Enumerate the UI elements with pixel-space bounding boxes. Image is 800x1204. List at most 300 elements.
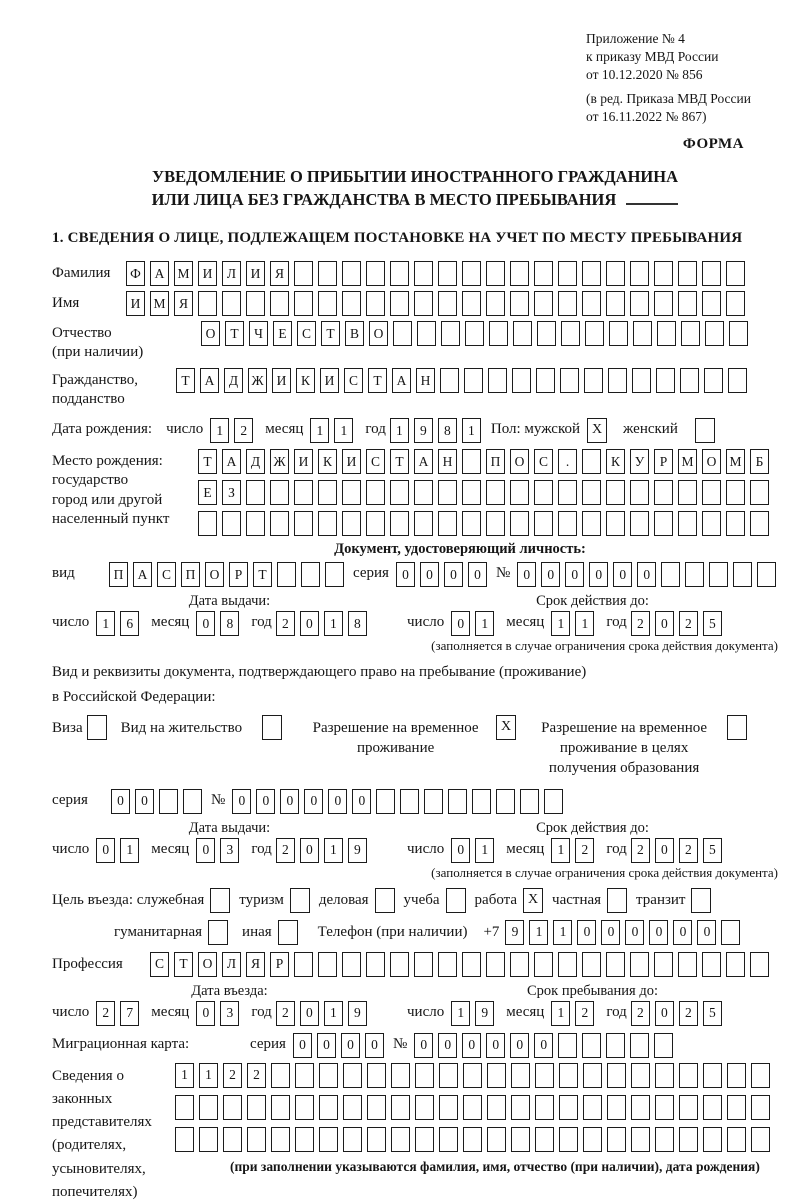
form-cell[interactable] [318,511,337,536]
form-cell[interactable] [511,1127,530,1152]
form-cell[interactable] [294,291,313,316]
form-cell[interactable]: 0 [655,1001,674,1026]
form-cell[interactable] [534,261,553,286]
form-cell[interactable] [366,952,385,977]
form-cell[interactable]: Ф [126,261,145,286]
form-cell[interactable] [319,1063,338,1088]
form-cell[interactable]: Т [368,368,387,393]
form-cell[interactable] [175,1127,194,1152]
form-cell[interactable] [342,952,361,977]
form-cell[interactable]: Р [270,952,289,977]
form-cell[interactable] [159,789,178,814]
form-cell[interactable]: С [366,449,385,474]
form-cell[interactable] [582,511,601,536]
form-cell[interactable] [441,321,460,346]
form-cell[interactable] [342,480,361,505]
form-cell[interactable] [537,321,556,346]
form-cell[interactable] [703,1063,722,1088]
form-cell[interactable] [438,291,457,316]
form-cell[interactable]: И [198,261,217,286]
form-cell[interactable] [295,1095,314,1120]
form-cell[interactable]: О [369,321,388,346]
form-cell[interactable]: О [510,449,529,474]
form-cell[interactable]: 0 [649,920,668,945]
form-cell[interactable] [583,1095,602,1120]
form-cell[interactable] [751,1063,770,1088]
form-cell[interactable]: 0 [256,789,275,814]
form-cell[interactable] [415,1063,434,1088]
form-cell[interactable]: Я [246,952,265,977]
form-cell[interactable]: 2 [96,1001,115,1026]
form-cell[interactable] [487,1063,506,1088]
form-cell[interactable] [222,291,241,316]
form-cell[interactable]: 0 [541,562,560,587]
form-cell[interactable]: 0 [196,1001,215,1026]
form-cell[interactable]: Т [253,562,272,587]
form-cell[interactable]: А [414,449,433,474]
form-cell[interactable] [270,291,289,316]
form-cell[interactable] [582,291,601,316]
form-cell[interactable]: 1 [324,611,343,636]
form-cell[interactable]: 8 [438,418,457,443]
form-cell[interactable] [681,321,700,346]
form-cell[interactable]: 9 [505,920,524,945]
form-cell[interactable] [510,511,529,536]
form-cell[interactable]: И [342,449,361,474]
form-cell[interactable] [655,1063,674,1088]
form-cell[interactable] [319,1127,338,1152]
form-cell[interactable] [414,511,433,536]
form-cell[interactable] [294,261,313,286]
form-cell[interactable]: Я [270,261,289,286]
form-cell[interactable] [439,1095,458,1120]
form-cell[interactable]: 0 [517,562,536,587]
form-cell[interactable]: 5 [703,838,722,863]
form-cell[interactable]: О [702,449,721,474]
form-cell[interactable]: Я [174,291,193,316]
form-cell[interactable] [726,261,745,286]
form-cell[interactable]: Т [225,321,244,346]
form-cell[interactable] [750,511,769,536]
form-cell[interactable] [632,368,651,393]
form-cell[interactable] [342,291,361,316]
temp-residence-checkbox[interactable]: X [496,715,516,740]
form-cell[interactable] [733,562,752,587]
form-cell[interactable] [376,789,395,814]
form-cell[interactable]: М [726,449,745,474]
form-cell[interactable]: 1 [462,418,481,443]
purpose-business-checkbox[interactable] [210,888,230,913]
form-cell[interactable]: 1 [551,611,570,636]
form-cell[interactable] [510,261,529,286]
form-cell[interactable] [439,1127,458,1152]
form-cell[interactable]: М [150,291,169,316]
form-cell[interactable] [486,291,505,316]
form-cell[interactable] [393,321,412,346]
form-cell[interactable] [702,511,721,536]
form-cell[interactable] [631,1127,650,1152]
form-cell[interactable]: 0 [444,562,463,587]
form-cell[interactable] [750,480,769,505]
form-cell[interactable]: 0 [625,920,644,945]
form-cell[interactable] [343,1095,362,1120]
form-cell[interactable]: 1 [551,838,570,863]
form-cell[interactable] [414,480,433,505]
form-cell[interactable] [726,480,745,505]
form-cell[interactable] [414,952,433,977]
form-cell[interactable] [631,1095,650,1120]
form-cell[interactable]: 0 [486,1033,505,1058]
form-cell[interactable] [630,261,649,286]
gender-male-checkbox[interactable]: X [587,418,607,443]
form-cell[interactable]: Л [222,261,241,286]
form-cell[interactable]: К [296,368,315,393]
form-cell[interactable] [295,1063,314,1088]
form-cell[interactable] [294,480,313,505]
form-cell[interactable] [558,952,577,977]
form-cell[interactable] [246,511,265,536]
form-cell[interactable] [366,480,385,505]
form-cell[interactable] [175,1095,194,1120]
form-cell[interactable]: 1 [175,1063,194,1088]
form-cell[interactable]: 3 [220,838,239,863]
form-cell[interactable] [343,1127,362,1152]
form-cell[interactable]: 1 [324,1001,343,1026]
form-cell[interactable]: 0 [655,611,674,636]
form-cell[interactable] [343,1063,362,1088]
form-cell[interactable]: И [246,261,265,286]
form-cell[interactable] [222,511,241,536]
form-cell[interactable] [630,480,649,505]
form-cell[interactable] [657,321,676,346]
gender-female-checkbox[interactable] [695,418,715,443]
form-cell[interactable]: 0 [304,789,323,814]
form-cell[interactable]: С [534,449,553,474]
form-cell[interactable] [438,480,457,505]
form-cell[interactable] [513,321,532,346]
form-cell[interactable] [367,1095,386,1120]
form-cell[interactable] [584,368,603,393]
purpose-study-checkbox[interactable] [446,888,466,913]
form-cell[interactable]: Е [273,321,292,346]
form-cell[interactable] [414,291,433,316]
form-cell[interactable]: 1 [551,1001,570,1026]
form-cell[interactable] [223,1127,242,1152]
form-cell[interactable]: 2 [276,838,295,863]
form-cell[interactable] [678,291,697,316]
form-cell[interactable]: 8 [220,611,239,636]
form-cell[interactable]: 0 [565,562,584,587]
form-cell[interactable]: М [174,261,193,286]
form-cell[interactable] [247,1127,266,1152]
form-cell[interactable] [390,261,409,286]
form-cell[interactable]: Ж [248,368,267,393]
form-cell[interactable] [582,952,601,977]
form-cell[interactable] [727,1127,746,1152]
form-cell[interactable] [721,920,740,945]
form-cell[interactable]: О [201,321,220,346]
form-cell[interactable]: С [150,952,169,977]
form-cell[interactable]: С [344,368,363,393]
form-cell[interactable]: 1 [475,611,494,636]
form-cell[interactable] [582,480,601,505]
form-cell[interactable]: 0 [601,920,620,945]
form-cell[interactable] [512,368,531,393]
form-cell[interactable]: 7 [120,1001,139,1026]
form-cell[interactable] [606,511,625,536]
form-cell[interactable]: 3 [220,1001,239,1026]
form-cell[interactable]: 2 [631,838,650,863]
form-cell[interactable] [424,789,443,814]
form-cell[interactable]: 2 [631,611,650,636]
form-cell[interactable] [558,291,577,316]
form-cell[interactable] [606,480,625,505]
form-cell[interactable] [462,291,481,316]
form-cell[interactable]: 0 [510,1033,529,1058]
form-cell[interactable] [558,1033,577,1058]
form-cell[interactable]: А [133,562,152,587]
form-cell[interactable] [702,480,721,505]
form-cell[interactable]: 0 [655,838,674,863]
form-cell[interactable] [462,511,481,536]
form-cell[interactable]: 0 [577,920,596,945]
temp-residence-education-checkbox[interactable] [727,715,747,740]
form-cell[interactable] [415,1095,434,1120]
form-cell[interactable] [680,368,699,393]
form-cell[interactable]: М [678,449,697,474]
form-cell[interactable]: Т [321,321,340,346]
form-cell[interactable] [727,1095,746,1120]
form-cell[interactable] [486,480,505,505]
form-cell[interactable] [656,368,675,393]
form-cell[interactable]: 0 [280,789,299,814]
form-cell[interactable]: 0 [365,1033,384,1058]
form-cell[interactable]: 2 [247,1063,266,1088]
purpose-work-checkbox[interactable]: X [523,888,543,913]
form-cell[interactable] [391,1127,410,1152]
form-cell[interactable] [606,1033,625,1058]
form-cell[interactable] [183,789,202,814]
form-cell[interactable] [630,291,649,316]
form-cell[interactable] [271,1127,290,1152]
form-cell[interactable] [534,952,553,977]
form-cell[interactable]: 9 [414,418,433,443]
form-cell[interactable] [487,1127,506,1152]
form-cell[interactable] [520,789,539,814]
form-cell[interactable] [678,261,697,286]
form-cell[interactable]: Б [750,449,769,474]
form-cell[interactable] [400,789,419,814]
form-cell[interactable] [342,511,361,536]
form-cell[interactable] [582,1033,601,1058]
form-cell[interactable]: 0 [341,1033,360,1058]
form-cell[interactable]: 0 [637,562,656,587]
form-cell[interactable] [727,1063,746,1088]
form-cell[interactable] [390,952,409,977]
form-cell[interactable] [246,291,265,316]
form-cell[interactable]: Н [416,368,435,393]
form-cell[interactable]: И [126,291,145,316]
form-cell[interactable] [277,562,296,587]
form-cell[interactable] [463,1063,482,1088]
form-cell[interactable]: 0 [300,838,319,863]
form-cell[interactable]: 0 [317,1033,336,1058]
form-cell[interactable] [366,291,385,316]
form-cell[interactable]: 2 [631,1001,650,1026]
form-cell[interactable] [726,291,745,316]
form-cell[interactable] [757,562,776,587]
form-cell[interactable] [679,1063,698,1088]
form-cell[interactable] [558,261,577,286]
form-cell[interactable] [726,511,745,536]
form-cell[interactable] [607,1063,626,1088]
form-cell[interactable]: 2 [575,1001,594,1026]
form-cell[interactable]: 0 [414,1033,433,1058]
form-cell[interactable]: П [486,449,505,474]
residence-permit-checkbox[interactable] [262,715,282,740]
form-cell[interactable] [607,1127,626,1152]
form-cell[interactable] [705,321,724,346]
form-cell[interactable]: У [630,449,649,474]
form-cell[interactable]: Т [390,449,409,474]
form-cell[interactable] [465,321,484,346]
form-cell[interactable]: 1 [575,611,594,636]
form-cell[interactable]: 0 [196,611,215,636]
form-cell[interactable] [559,1127,578,1152]
form-cell[interactable]: 2 [223,1063,242,1088]
form-cell[interactable] [582,449,601,474]
form-cell[interactable]: Д [246,449,265,474]
form-cell[interactable]: Ч [249,321,268,346]
form-cell[interactable] [439,1063,458,1088]
form-cell[interactable] [534,480,553,505]
form-cell[interactable]: 2 [679,838,698,863]
form-cell[interactable] [544,789,563,814]
form-cell[interactable] [609,321,628,346]
form-cell[interactable] [496,789,515,814]
form-cell[interactable] [448,789,467,814]
form-cell[interactable] [535,1063,554,1088]
form-cell[interactable] [462,261,481,286]
form-cell[interactable] [319,1095,338,1120]
form-cell[interactable]: Р [229,562,248,587]
form-cell[interactable]: 9 [475,1001,494,1026]
form-cell[interactable] [654,952,673,977]
form-cell[interactable] [704,368,723,393]
form-cell[interactable]: 0 [673,920,692,945]
form-cell[interactable] [199,1127,218,1152]
form-cell[interactable] [679,1127,698,1152]
form-cell[interactable] [510,480,529,505]
form-cell[interactable] [271,1095,290,1120]
form-cell[interactable] [630,952,649,977]
form-cell[interactable] [751,1127,770,1152]
form-cell[interactable]: 0 [697,920,716,945]
form-cell[interactable] [679,1095,698,1120]
form-cell[interactable] [325,562,344,587]
form-cell[interactable] [750,952,769,977]
form-cell[interactable]: 1 [199,1063,218,1088]
form-cell[interactable]: С [297,321,316,346]
form-cell[interactable] [608,368,627,393]
form-cell[interactable] [342,261,361,286]
form-cell[interactable] [318,952,337,977]
form-cell[interactable] [438,952,457,977]
form-cell[interactable] [246,480,265,505]
form-cell[interactable]: Р [654,449,673,474]
form-cell[interactable] [654,261,673,286]
form-cell[interactable] [534,291,553,316]
form-cell[interactable]: 9 [348,1001,367,1026]
form-cell[interactable]: 2 [234,418,253,443]
form-cell[interactable] [536,368,555,393]
form-cell[interactable] [534,511,553,536]
visa-checkbox[interactable] [87,715,107,740]
form-cell[interactable]: А [222,449,241,474]
form-cell[interactable] [247,1095,266,1120]
form-cell[interactable]: 0 [420,562,439,587]
form-cell[interactable] [535,1095,554,1120]
form-cell[interactable] [438,261,457,286]
form-cell[interactable] [487,1095,506,1120]
form-cell[interactable]: 0 [352,789,371,814]
form-cell[interactable]: 0 [396,562,415,587]
form-cell[interactable] [391,1063,410,1088]
form-cell[interactable] [294,952,313,977]
form-cell[interactable] [606,291,625,316]
form-cell[interactable]: . [558,449,577,474]
form-cell[interactable] [703,1127,722,1152]
form-cell[interactable]: 0 [300,611,319,636]
form-cell[interactable] [703,1095,722,1120]
form-cell[interactable] [463,1095,482,1120]
form-cell[interactable] [486,952,505,977]
form-cell[interactable] [295,1127,314,1152]
form-cell[interactable] [294,511,313,536]
form-cell[interactable] [654,291,673,316]
form-cell[interactable] [606,261,625,286]
form-cell[interactable] [685,562,704,587]
form-cell[interactable] [702,291,721,316]
form-cell[interactable]: Н [438,449,457,474]
form-cell[interactable] [472,789,491,814]
form-cell[interactable]: К [606,449,625,474]
form-cell[interactable] [318,480,337,505]
form-cell[interactable]: 2 [276,1001,295,1026]
form-cell[interactable]: 2 [679,1001,698,1026]
form-cell[interactable]: 0 [613,562,632,587]
form-cell[interactable] [415,1127,434,1152]
form-cell[interactable] [655,1127,674,1152]
form-cell[interactable] [678,511,697,536]
form-cell[interactable] [585,321,604,346]
form-cell[interactable]: 0 [589,562,608,587]
form-cell[interactable]: 0 [196,838,215,863]
purpose-humanitarian-checkbox[interactable] [208,920,228,945]
form-cell[interactable] [678,952,697,977]
form-cell[interactable]: К [318,449,337,474]
form-cell[interactable]: А [392,368,411,393]
form-cell[interactable] [510,952,529,977]
form-cell[interactable] [511,1063,530,1088]
form-cell[interactable]: И [294,449,313,474]
form-cell[interactable]: 0 [451,838,470,863]
form-cell[interactable]: 0 [438,1033,457,1058]
form-cell[interactable] [367,1127,386,1152]
form-cell[interactable] [318,291,337,316]
form-cell[interactable] [199,1095,218,1120]
form-cell[interactable]: И [272,368,291,393]
